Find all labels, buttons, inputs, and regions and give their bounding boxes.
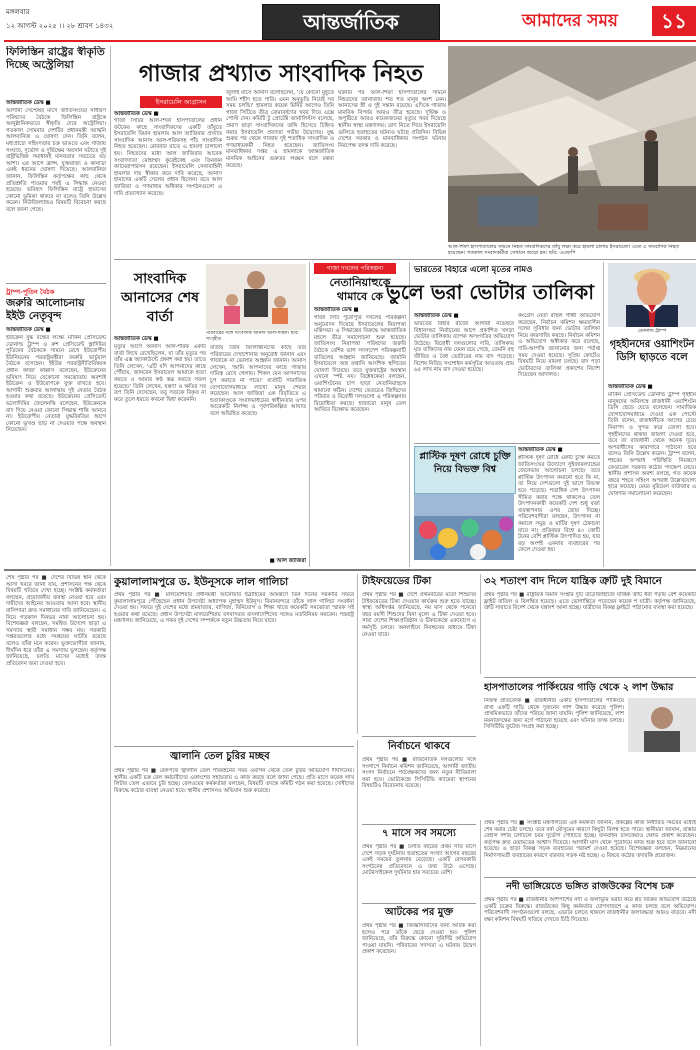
s5-byline: আন্তর্জাতিক ডেস্ক ■ — [314, 307, 359, 313]
bottom-t7: প্রথম পৃষ্ঠার পর ■ চলতি বছরের প্রথম সাত মাসে দেশে সড়ক দুর্ঘটনায় হতাহতের সংখ্যা আগের বছরের একই সময়ের তুলনায় বেড়েছে। একটি বেসরকারি সংগঠনের প্রতিবেদনে এ তথ্য উঠে এসেছে। মোটরসাইকেল দুর্ঘটনার হার সবচেয়ে বেশি। — [362, 844, 476, 877]
s7-body: প্লাস্টিক দূষণ রোধে একটি চুক্তি করতে জাতিসংঘের উদ্যোগে সুইজারল্যান্ডের জেনেভায় আলোচনা চলছে। তবে প্লাস্টিক উৎপাদন কমানো হবে কি না, তা নিয়ে দেশগুলো দুই ভাগে বিভক্ত হয়ে পড়েছে। শতাধিক দেশ উৎপাদন সীমিত করার পক্ষে থাকলেও তেল উৎপাদনকারী কয়েকটি দেশ শুধু বর্জ্য ব্যবস্থাপনার ওপর জোর দিচ্ছে। পরিবেশবাদীরা বলছেন, উৎপাদন না কমালে সমুদ্র ও মাটির দূষণ ঠেকানো যাবে না। প্রতিবছর বিশ্বে ৪০ কোটি টনের বেশি প্লাস্টিক উৎপাদিত হয়, যার বড় অংশই একবার ব্যবহারের পর ফেলে দেওয়া হয়। — [518, 455, 600, 554]
s6-kicker: ভারতের বিহারে এলো মৃতের নামও — [414, 265, 533, 275]
s6-bottom-rule — [414, 443, 600, 444]
s4-photo — [206, 264, 306, 330]
bottom-t8: প্রথম পৃষ্ঠার পর ■ জিজ্ঞাসাবাদের জন্য আটক করা হলেও পরে তাঁকে ছেড়ে দেওয়া হয়। পুলিশ জানিয়েছে, তাঁর বিরুদ্ধে কোনো সুনির্দিষ্ট অভিযোগ পাওয়া যায়নি। পরিবারের সদস্যরা এ ঘটনায় উদ্বেগ প্রকাশ করেছেন। — [362, 923, 476, 956]
s1-body: আগামী সেপ্টেম্বর মাসে জাতিসংঘের সাধারণ পরিষদের বৈঠকে ফিলিস্তিন রাষ্ট্রকে আনুষ্ঠানিকভাবে স্বীকৃতি দেবে অস্ট্রেলিয়া। গতকাল সোমবার দেশটির প্রধানমন্ত্রী অ্যান্থনি আলবানিজ এ ঘোষণা দেন। তিনি বলেন, মধ্যপ্রাচ্যে সহিংসতার চক্র ভাঙতে এবং গাজায় সংঘাত, দুর্ভোগ ও দুর্ভিক্ষের অবসান ঘটাতে দুই রাষ্ট্রভিত্তিক সমাধানই মানবতার সবচেয়ে বড় আশা। এর আগে ফ্রান্স, যুক্তরাজ্য ও কানাডা একই ধরনের ঘোষণা দিয়েছে। আলবানিজ জানান, ফিলিস্তিন কর্তৃপক্ষের কাছ থেকে প্রতিশ্রুতি পাওয়ার পরই এ সিদ্ধান্ত নেওয়া হয়েছে। ভবিষ্যৎ ফিলিস্তিন রাষ্ট্রে হামাসের কোনো ভূমিকা থাকবে না বলেও তিনি উল্লেখ করেন। নিউজিল্যান্ডও বিষয়টি বিবেচনা করছে বলে জানা গেছে। — [6, 108, 106, 213]
s8-photo — [608, 263, 696, 327]
s8-photo-caption: ডোনাল্ড ট্রাম্প — [637, 328, 667, 334]
col-divider-2 — [309, 262, 310, 567]
bottom-divider-2 — [357, 574, 358, 734]
plastic-protest-photo — [414, 494, 514, 560]
bottom-t6: প্রথম পৃষ্ঠার পর ■ রাজনৈতিক দলগুলোর সঙ্গে সংলাপে নির্বাচন কমিশন জানিয়েছে, আগামী জাতীয় সংসদ নির্বাচনে পর্যবেক্ষকদের জন্য নতুন নীতিমালা করা হবে। ভোটকেন্দ্রে সিসিটিভি ক্যামেরা স্থাপনের বিষয়টিও বিবেচনায় রয়েছে। — [362, 757, 476, 790]
s7-byline: আন্তর্জাতিক ডেস্ক ■ — [518, 447, 563, 453]
s2-tag: ট্রাম্প-পুতিন বৈঠক — [6, 288, 55, 296]
bottom-t4: নিজস্ব প্রতিবেদক ■ রাজধানীর একটি হাসপাতালের পার্কিংয়ে রাখা একটি গাড়ি থেকে দুজনের লাশ উদ্ধার করেছে পুলিশ। প্রাথমিকভাবে তাঁদের পরিচয় জানা যায়নি। পুলিশ জানিয়েছে, লাশ ময়নাতদন্তের জন্য মর্গে পাঠানো হয়েছে এবং ঘটনার তদন্ত চলছে। সিসিটিভি ফুটেজ সংগ্রহ করা হচ্ছে। — [484, 698, 624, 731]
bottom-h2: টাইফয়েডের টিকা — [362, 576, 432, 587]
s3-tag: ইসরায়েলি আগ্রাসন — [140, 96, 222, 108]
s1-byline: আন্তর্জাতিক ডেস্ক ■ — [6, 100, 51, 106]
bottom-h1: কুয়ালালামপুরে ড. ইউনূসকে লাল গালিচা — [114, 576, 289, 588]
s8-body: মার্কিন প্রেসিডেন্ট ডোনাল্ড ট্রাম্প গৃহহীন মানুষদের অবিলম্বে রাজধানী ওয়াশিংটন ডিসি ছেড়ে যেতে বলেছেন। সামাজিক যোগাযোগমাধ্যমে দেওয়া এক পোস্টে তিনি বলেন, রাজধানীকে আগের চেয়ে নিরাপদ ও সুন্দর করে তোলা হবে। গৃহহীনদের থাকার জায়গা দেওয়া হবে, তবে তা রাজধানী থেকে অনেক দূরে। অপরাধীদের কারাগারে পাঠানো হবে বলেও তিনি উল্লেখ করেন। ট্রাম্প বলেন, শহরের অপরাধ পরিস্থিতি নিয়ন্ত্রণে ফেডারেল সরকার কঠোর পদক্ষেপ নেবে। স্থানীয় প্রশাসন অবশ্য বলছে, গত কয়েক বছরে শহরে সহিংস অপরাধ উল্লেখযোগ্য হারে কমেছে। মেয়র মুরিয়েল বাউজার এ ঘোষণার সমালোচনা করেছেন। — [608, 392, 696, 497]
s3-bottom-rule — [114, 259, 696, 260]
s4-byline: আন্তর্জাতিক ডেস্ক ■ — [114, 336, 159, 342]
col-divider-1 — [110, 46, 111, 566]
masthead-day: মঙ্গলবার — [6, 8, 30, 16]
bottom-h8-rule — [362, 903, 476, 904]
masthead-rule — [4, 40, 696, 42]
s4-caption: পরিবারের সঙ্গে সাংবাদিক আনাস আল-শরিফ। ছবি: সংগৃহীত — [206, 331, 299, 342]
s3-photo — [448, 46, 696, 242]
s3-caption: আল-শিফা হাসপাতালের সামনে নিহত সাংবাদিকদের তাঁবু লক্ষ্য করে হামলা চালায় ইসরায়েল। এতে ৫ সাংবাদিক নিহত হয়েছেন। গতকাল সংবাদকর্মীরা সেখানে জড়ো হন। ছবি: এএফপি — [448, 244, 680, 257]
col-divider-3 — [409, 262, 410, 567]
s5-body: গাজা সিটি পুরোপুরি দখলের পরিকল্পনা অনুমোদন দিয়েছে ইসরায়েলের নিরাপত্তা মন্ত্রিসভা। এ সিদ্ধান্তের বিরুদ্ধে আন্তর্জাতিক মহলে তীব্র সমালোচনা শুরু হয়েছে। জাতিসংঘ নিরাপত্তা পরিষদের জরুরি বৈঠকে বেশির ভাগ সদস্যদেশ পরিকল্পনাটি বাতিলের আহ্বান জানিয়েছে। জার্মানি ইসরায়েলে অস্ত্র রপ্তানি আংশিক স্থগিতের ঘোষণা দিয়েছে। তবে যুক্তরাষ্ট্রের অবস্থান এখনো স্পষ্ট নয়। বিশ্লেষকেরা বলছেন, ওয়াশিংটনের চাপ ছাড়া নেতানিয়াহুকে থামানো কঠিন। দেশের ভেতরেও জিম্মিদের পরিবার ও বিরোধী দলগুলো এ পরিকল্পনার বিরোধিতা করছে। হাজারো মানুষ তেল আবিবে বিক্ষোভ করেছেন। — [314, 315, 406, 414]
s5-tag: গাজা দখলের পরিকল্পনা — [314, 263, 396, 274]
bottom-t3: প্রথম পৃষ্ঠার পর ■ রাষ্ট্রায়ত্ত বিমান সংস্থার দুটি উড়োজাহাজে যান্ত্রিক ত্রুটি ধরা পড়ায় বেশ কয়েকটি ফ্লাইট বাতিল ও বিলম্বিত হয়েছে। এতে ভোগান্তিতে পড়েছেন কয়েক শ যাত্রী। কর্তৃপক্ষ জানিয়েছে, ত্রুটি সারাতে বিদেশ থেকে যন্ত্রাংশ আনা হচ্ছে। যাত্রীদের বিকল্প ফ্লাইটে পাঠানোর ব্যবস্থা করা হয়েছে। — [484, 592, 696, 612]
bottom-h9: নদী ভাঙ্গিয়েতে ভঙ্গিত রাজউকের বিশেষ চক্র — [506, 881, 674, 892]
section-title-box — [262, 4, 440, 40]
s3-headline: গাজার প্রখ্যাত সাংবাদিক নিহত — [138, 61, 424, 87]
s7-headline: প্লাস্টিক দূষণ রোধে চুক্তি নিয়ে বিভক্ত বিশ্ব — [419, 451, 511, 475]
bottom-h7-rule — [362, 824, 476, 825]
s1-headline: ফিলিস্তিন রাষ্ট্রের স্বীকৃতি দিচ্ছে অস্ট্রেলিয়া — [6, 46, 105, 71]
bottom-h6: নির্বাচনে থাকবে — [387, 741, 451, 752]
bottom-t9: প্রথম পৃষ্ঠার পর ■ রাজধানীর আশপাশের নদী ও জলাভূমি ভরাট করে প্লট বিক্রির অভিযোগ উঠেছে একটি চক্রের বিরুদ্ধে। রাজউকের কিছু কর্মকর্তার যোগসাজশে এ কাজ চলছে বলে অভিযোগ। পরিবেশবাদী সংগঠনগুলো বলছে, এভাবে চলতে থাকলে রাজধানীর জলাবদ্ধতা আরও বাড়বে। নদী রক্ষা কমিশন বিষয়টি খতিয়ে দেখতে চিঠি দিয়েছে। — [484, 897, 696, 923]
s7-headline-box — [414, 446, 516, 494]
s2-body: ইউক্রেন যুদ্ধ বন্ধের লক্ষ্যে মার্কিন প্রেসিডেন্ট ডোনাল্ড ট্রাম্প ও রুশ প্রেসিডেন্ট ভ্লাদিমির পুতিনের বৈঠককে সামনে রেখে ইউরোপীয় ইউনিয়নের পররাষ্ট্রমন্ত্রীরা জরুরি ভার্চুয়াল বৈঠকে বসেছেন। ইইউর পররাষ্ট্রনীতিবিষয়ক প্রধান কাজা কাল্লাস বলেছেন, ইউক্রেনের ভবিষ্যৎ নিয়ে যেকোনো সমঝোতায় অবশ্যই ইউক্রেন ও ইউরোপকে যুক্ত রাখতে হবে। আগামী শুক্রবার আলাস্কায় দুই নেতার বৈঠক হওয়ার কথা রয়েছে। ইউক্রেনের প্রেসিডেন্ট ভলোদিমির জেলেনস্কি বলেছেন, ইউক্রেনকে বাদ দিয়ে নেওয়া কোনো সিদ্ধান্ত শান্তি আনবে না। ইউরোপীয় নেতারা যুদ্ধবিরতির আগে কোনো ভূখণ্ড ছাড় না দেওয়ার পক্ষে অবস্থান নিয়েছেন। — [6, 335, 106, 434]
bottom-h9-rule — [484, 877, 696, 878]
paper-logo: আমাদের সময় — [522, 11, 618, 31]
s3-col3: ঘটনার পর আল-শিফা হাসপাতালের সামনে নিহতদের জানাজায় শত শত মানুষ অংশ নেন। আনাসের স্ত্রী ও দুই সন্তান রয়েছে। এদিকে গাজায় মানবিক বিপর্যয় আরও তীব্র হয়েছে। দুর্ভিক্ষ ও অপুষ্টিতে আরও কয়েকজনের মৃত্যুর খবর দিয়েছে স্থানীয় স্বাস্থ্য মন্ত্রণালয়। ত্রাণ নিতে গিয়ে ইসরায়েলি গুলিতে হতাহতের ঘটনাও ঘটছে প্রতিদিন। বিভিন্ন দেশের সরকার ও মানবাধিকার সংগঠন ঘটনার নিরপেক্ষ তদন্ত দাবি করেছে। — [338, 90, 446, 149]
half-divider — [4, 569, 696, 571]
s5-headline: নেতানিয়াহুকে থামাবে কে — [329, 276, 391, 303]
s3-col2: জুলাই মাসে আনাস বলেছিলেন, 'যে কোনো মুহূর্তে আমি শহীদ হতে পারি। এমন অনুভূতি নিয়েই সব সময় চলছি।' হামলার কয়েক মিনিট আগেও তিনি গাজা সিটিতে তীব্র বোমাবর্ষণের খবর দিয়ে এক্সে পোস্ট দেন। কমিটি টু প্রোটেক্ট জার্নালিস্টস বলেছে, প্রমাণ ছাড়া সাংবাদিকদের জঙ্গি হিসেবে চিহ্নিত করার ইসরায়েলি প্রবণতা গভীর উদ্বেগের। যুদ্ধ শুরুর পর থেকে গাজায় দুই শতাধিক সাংবাদিক ও গণমাধ্যমকর্মী নিহত হয়েছেন। জাতিসংঘ মানবাধিকার দপ্তর এ হামলাকে আন্তর্জাতিক মানবিক আইনের গুরুতর লঙ্ঘন বলে মন্তব্য করেছে। — [226, 90, 334, 169]
s2-headline: জরুরি আলোচনায় ইইউ নেতৃবৃন্দ — [6, 297, 85, 322]
bottom-divider-3 — [480, 574, 481, 674]
bottom-right-text: প্রথম পৃষ্ঠার পর ■ সংশ্লিষ্ট মন্ত্রণালয়ের এক কর্মকর্তা জানান, প্রকল্পের কাজ নির্ধারিত সময়ের মধ্যেই শেষ করার চেষ্টা চলছে। তবে বর্ষা মৌসুমের কারণে কিছুটা বিলম্ব হতে পারে। স্থানীয়রা জানান, রাস্তার বেহাল দশায় চলাচলে চরম দুর্ভোগ পোহাতে হচ্ছে। যানবাহন চালকেরাও ক্ষোভ প্রকাশ করেছেন। কর্তৃপক্ষ দ্রুত মেরামতের আশ্বাস দিয়েছে। আগামী মাস থেকে পুরোদমে কাজ শুরু হবে বলে জানানো হয়েছে। এ ছাড়া বিকল্প সড়ক ব্যবহারের পরামর্শ দেওয়া হয়েছে। বিশেষজ্ঞরা বলছেন, নিম্নমানের নির্মাণসামগ্রী ব্যবহারের কারণে বারবার সড়ক নষ্ট হচ্ছে। এ বিষয়ে কঠোর তদারকি প্রয়োজন। — [484, 820, 696, 859]
s2-byline: আন্তর্জাতিক ডেস্ক ■ — [6, 327, 51, 333]
family-photo — [206, 264, 306, 330]
s1-bottom-rule — [6, 283, 106, 284]
bottom-lead-text: শেষ পৃষ্ঠার পর ■ দেশের বিভিন্ন স্থান থেকে আসা খবরে জানা যায়, প্রশাসনের পক্ষ থেকে বিষয়টি খতিয়ে দেখা হচ্ছে। সংশ্লিষ্ট কর্মকর্তারা বলছেন, প্রয়োজনীয় ব্যবস্থা নেওয়া হবে এবং দায়ীদের আইনের আওতায় আনা হবে। স্থানীয় বাসিন্দারা দ্রুত সমাধানের দাবি জানিয়েছেন। এ নিয়ে গতকাল দিনভর নানা আলোচনা হয়। বিশেষজ্ঞরা বলছেন, সমন্বিত উদ্যোগ ছাড়া এ সমস্যার স্থায়ী সমাধান সম্ভব নয়। সরকারি দপ্তরগুলোর মধ্যে সমন্বয়ের ঘাটতি রয়েছে বলেও তাঁরা মনে করেন। ভুক্তভোগীরা জানান, দীর্ঘদিন ধরে তাঁরা এ সমস্যায় ভুগছেন। কর্তৃপক্ষ জানিয়েছে, চলতি মাসের মধ্যেই তদন্ত প্রতিবেদন জমা দেওয়া হবে। — [6, 575, 106, 667]
gaza-tents-photo — [448, 46, 696, 242]
bottom-h5-rule — [114, 746, 354, 747]
section-title: আন্তর্জাতিক — [303, 10, 399, 34]
bottom-t1: প্রথম পৃষ্ঠার পর ■ মালয়েশিয়ার প্রধানমন্ত্রী আনোয়ার ইব্রাহিমের আমন্ত্রণে তিন দিনের সরকারি সফরে কুয়ালালামপুরে পৌঁছেছেন প্রধান উপদেষ্টা অধ্যাপক মুহাম্মদ ইউনূস। বিমানবন্দরে তাঁকে লাল গালিচা সংবর্ধনা দেওয়া হয়। সফরে দুই দেশের মধ্যে শ্রমবাজার, বাণিজ্য, বিনিয়োগ ও শিক্ষা খাতে কয়েকটি সমঝোতা স্মারক সই হওয়ার কথা রয়েছে। প্রধান উপদেষ্টা মালয়েশিয়ায় বসবাসরত বাংলাদেশিদের সঙ্গেও মতবিনিময় করবেন। পররাষ্ট্র মন্ত্রণালয় জানিয়েছে, এ সফর দুই দেশের সম্পর্ককে নতুন উচ্চতায় নিয়ে যাবে। — [114, 592, 354, 625]
bottom-h3: ৩২ শতাংশ বাদ দিলে যান্ত্রিক ত্রুটি দুই বিমানে — [484, 576, 662, 587]
col-divider-4 — [603, 262, 604, 567]
s7-photo — [414, 494, 514, 560]
s8-byline: আন্তর্জাতিক ডেস্ক ■ — [608, 384, 653, 390]
bottom-h7: ৭ মাসে সব সমস্যে — [382, 828, 456, 839]
bottom-divider-5 — [480, 820, 481, 1046]
s4-byline2: ■ আল জাজিরা — [269, 558, 306, 564]
person-photo — [628, 698, 696, 752]
s8-headline: গৃহহীনদের ওয়াশিংটন ডিসি ছাড়তে বলে — [609, 339, 695, 363]
bottom-h6-rule — [362, 736, 476, 737]
s3-byline: আন্তর্জাতিক ডেস্ক ■ — [114, 111, 159, 117]
page-number: ১১ — [652, 6, 696, 36]
s6-col2: কংগ্রেস নেতা রাহুল গান্ধী অভিযোগ করেছেন, নির্বাচন কমিশন ক্ষমতাসীন দলের সুবিধার জন্য ভোটার তালিকা নিয়ে কারসাজি করছে। নির্বাচন কমিশন এ অভিযোগ অস্বীকার করে বলেছে, দাবি-আপত্তি জানানোর জন্য পর্যাপ্ত সময় দেওয়া হয়েছে। সুপ্রিম কোর্টেও বিষয়টি নিয়ে মামলা চলছে। বাদ পড়া ভোটারদের তালিকা প্রকাশের নির্দেশ দিয়েছেন আদালত। — [518, 313, 600, 379]
bottom-divider-4 — [357, 740, 358, 1046]
s6-byline: আন্তর্জাতিক ডেস্ক ■ — [414, 313, 459, 319]
s4-headline: সাংবাদিক আনাসের শেষ বার্তা — [121, 271, 199, 325]
bottom-h4-rule — [484, 677, 696, 678]
s6-col1: ভারতের বিহার রাজ্যে আগামী নভেম্বরে বিধানসভা নির্বাচনের আগে প্রকাশিত খসড়া ভোটার তালিকায় ব্যাপক অসংগতির অভিযোগ উঠেছে। বিরোধী দলগুলোর দাবি, তালিকায় মৃত ব্যক্তিদের নাম যেমন রয়ে গেছে, তেমনি বহু জীবিত ও বৈধ ভোটারের নাম বাদ পড়েছে। বিশেষ নিবিড় সংশোধন কর্মসূচির আওতায় প্রায় ৬৫ লাখ নাম বাদ দেওয়া হয়েছে। — [414, 321, 514, 374]
bottom-t5: প্রথম পৃষ্ঠার পর ■ রেলপথে জ্বালানি তেল পরিবহনের সময় ওয়াগন থেকে তেল চুরির অভিযোগ দীর্ঘদিনের। স্থানীয় একটি চক্র রেল কর্মচারীদের একাংশের সহায়তায় এ কাজ করছে বলে জানা গেছে। প্রতি মাসে কয়েক লাখ লিটার তেল এভাবে চুরি হচ্ছে। রেলওয়ের কর্মকর্তারা বলছেন, বিষয়টি তদন্তে কমিটি গঠন করা হয়েছে। দোষীদের বিরুদ্ধে কঠোর ব্যবস্থা নেওয়া হবে। স্থানীয় প্রশাসনও অভিযান শুরু করেছে। — [114, 768, 354, 794]
s3-col1: গাজা সিটির আল-শিফা হাসপাতালের প্রধান ফটকের কাছে সাংবাদিকদের একটি তাঁবুতে ইসরায়েলি বিমান হামলায় আল জাজিরার প্রখ্যাত সাংবাদিক আনাস আল-শরিফসহ পাঁচ সাংবাদিক নিহত হয়েছেন। রোববার রাতে এ হামলা চালানো হয়। নিহতদের মধ্যে আল জাজিরার আরেক সংবাদদাতা মোহাম্মদ কুরেইকেহ এবং তিনজন ক্যামেরাপারসন রয়েছেন। ইসরায়েলি সেনাবাহিনী হামলার দায় স্বীকার করে দাবি করেছে, আনাস হামাসের একটি সেলের প্রধান ছিলেন। তবে আল জাজিরা ও গণমাধ্যম অধিকার সংগঠনগুলো এ দাবি প্রত্যাখ্যান করেছে। — [114, 118, 222, 197]
bottom-h5: জ্বালানি তেল চুরির মচ্ছব — [170, 751, 270, 762]
trump-photo — [608, 263, 696, 327]
s4-col1: মৃত্যুর আগে আনাস আল-শরিফ একটি বার্তা লিখে রেখেছিলেন, যা তাঁর মৃত্যুর পর তাঁর এক্স অ্যাকাউন্টে প্রকাশ করা হয়। তাতে তিনি লেখেন, 'এটি যদি আপনাদের কাছে পৌঁছায়, জানবেন ইসরায়েল আমাকে হত্যা করতে ও আমার কণ্ঠ স্তব্ধ করতে সফল হয়েছে।' তিনি লেখেন, যন্ত্রণা ও ক্ষতির সব রূপ তিনি দেখেছেন, তবু সত্যকে বিকৃত না করে তুলে ধরতে কখনো দ্বিধা করেননি। — [114, 344, 206, 403]
bottom-t2: প্রথম পৃষ্ঠার পর ■ দেশে প্রথমবারের মতো শিশুদের টাইফয়েডের টিকা দেওয়ার কার্যক্রম শুরু হতে যাচ্ছে। স্বাস্থ্য অধিদপ্তর জানিয়েছে, নয় মাস থেকে পনেরো বছর বয়সী শিশুদের বিনা মূল্যে এ টিকা দেওয়া হবে। সারা দেশের শিক্ষাপ্রতিষ্ঠান ও টিকাকেন্দ্রে একযোগে এ কর্মসূচি চলবে। অনলাইনে নিবন্ধনের মাধ্যমে টিকা নেওয়া যাবে। — [362, 592, 476, 638]
bottom-h8: আটকের পর মুক্ত — [384, 907, 454, 918]
bottom-h4: হাসপাতালের পার্কিংয়ের গাড়ি থেকে ২ লাশ উদ্ধার — [484, 682, 674, 693]
s6-headline: ভুলে ভরা ভোটার তালিকা — [385, 280, 595, 304]
bottom-photo — [628, 698, 696, 752]
bottom-divider-1 — [110, 574, 111, 1046]
s4-col2: বার্তায় তিনি ফিলিস্তিনিদের কাছে তাঁর পরিবারের দেখাশোনার অনুরোধ জানান এবং গাজাকে না ভোলার আহ্বান জানান। আনাস লেখেন, 'আমি আপনাদের কাছে গাজার দায়িত্ব রেখে গেলাম। শিকল যেন আপনাদের চুপ করাতে না পারে।' বার্তাটি সামাজিক যোগাযোগমাধ্যমে লাখো মানুষ শেয়ার করেছেন। আল জাজিরা এক বিবৃতিতে এ হত্যাকাণ্ডকে সংবাদমাধ্যমের স্বাধীনতার ওপর আরেকটি নির্লজ্জ ও পূর্বপরিকল্পিত আঘাত বলে অভিহিত করেছে। — [210, 345, 306, 417]
masthead-date: ১২ আগস্ট ২০২৫ ।। ২৮ শ্রাবণ ১৪৩২ — [6, 22, 114, 30]
